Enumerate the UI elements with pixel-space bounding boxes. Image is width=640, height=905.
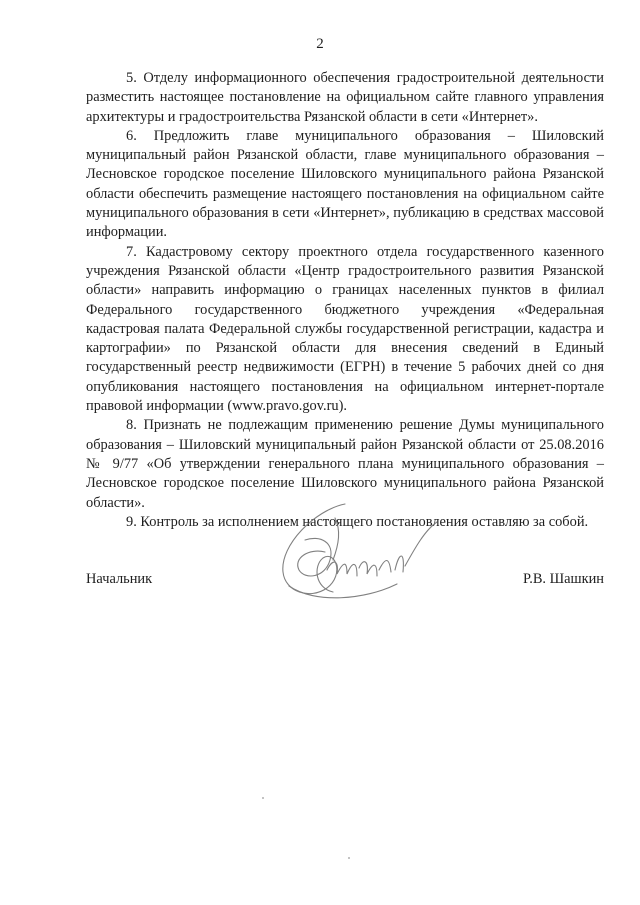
scan-speck [348,857,350,859]
signer-name: Р.В. Шашкин [523,571,604,587]
paragraph-6: 6. Предложить главе муниципального образования – Шиловский муниципальный район Рязанской области, главе муниципального образования – Лесновское городское поселение Шиловского муниципального района Рязанской области обеспечить размещение настоящего постановления на официальном сайте муниципального образования в сети «Интернет», публикацию в средствах массовой информации. [86,127,604,241]
document-body [86,69,604,532]
page-number: 2 [316,36,324,52]
signer-title: Начальник [86,571,153,587]
paragraph-8: 8. Признать не подлежащим применению решение Думы муниципального образования – Шиловский муниципальный район Рязанской области от 25.08.2016 № 9/77 «Об утверждении генерального плана муниципального образования – Лесновское городское поселение Шиловского муниципального района Рязанской области». [86,417,604,511]
paragraph-5: 5. Отделу информационного обеспечения градостроительной деятельности разместить настоящее постановление на официальном сайте главного управления архитектуры и градостроительства Рязанской области в сети «Интернет». [86,70,604,125]
scan-speck [262,797,264,799]
paragraph-9: 9. Контроль за исполнением настоящего постановления оставляю за собой. [126,513,589,530]
paragraph-7: 7. Кадастровому сектору проектного отдела государственного казенного учреждения Рязанской области «Центр градостроительного развития Рязанской области» направить информацию о границах населенных пунктов в филиал Федерального государственного бюджетного учреждения «Федеральная кадастровая палата Федеральной службы государственной регистрации, кадастра и картографии» по Рязанской области для внесения сведений в Единый государственный реестр недвижимости (ЕГРН) в течение 5 рабочих дней со дня опубликования настоящего постановления на официальном интернет-портале правовой информации (www.pravo.gov.ru). [86,243,604,415]
handwritten-signature [275,500,455,610]
signature-block [86,571,604,593]
